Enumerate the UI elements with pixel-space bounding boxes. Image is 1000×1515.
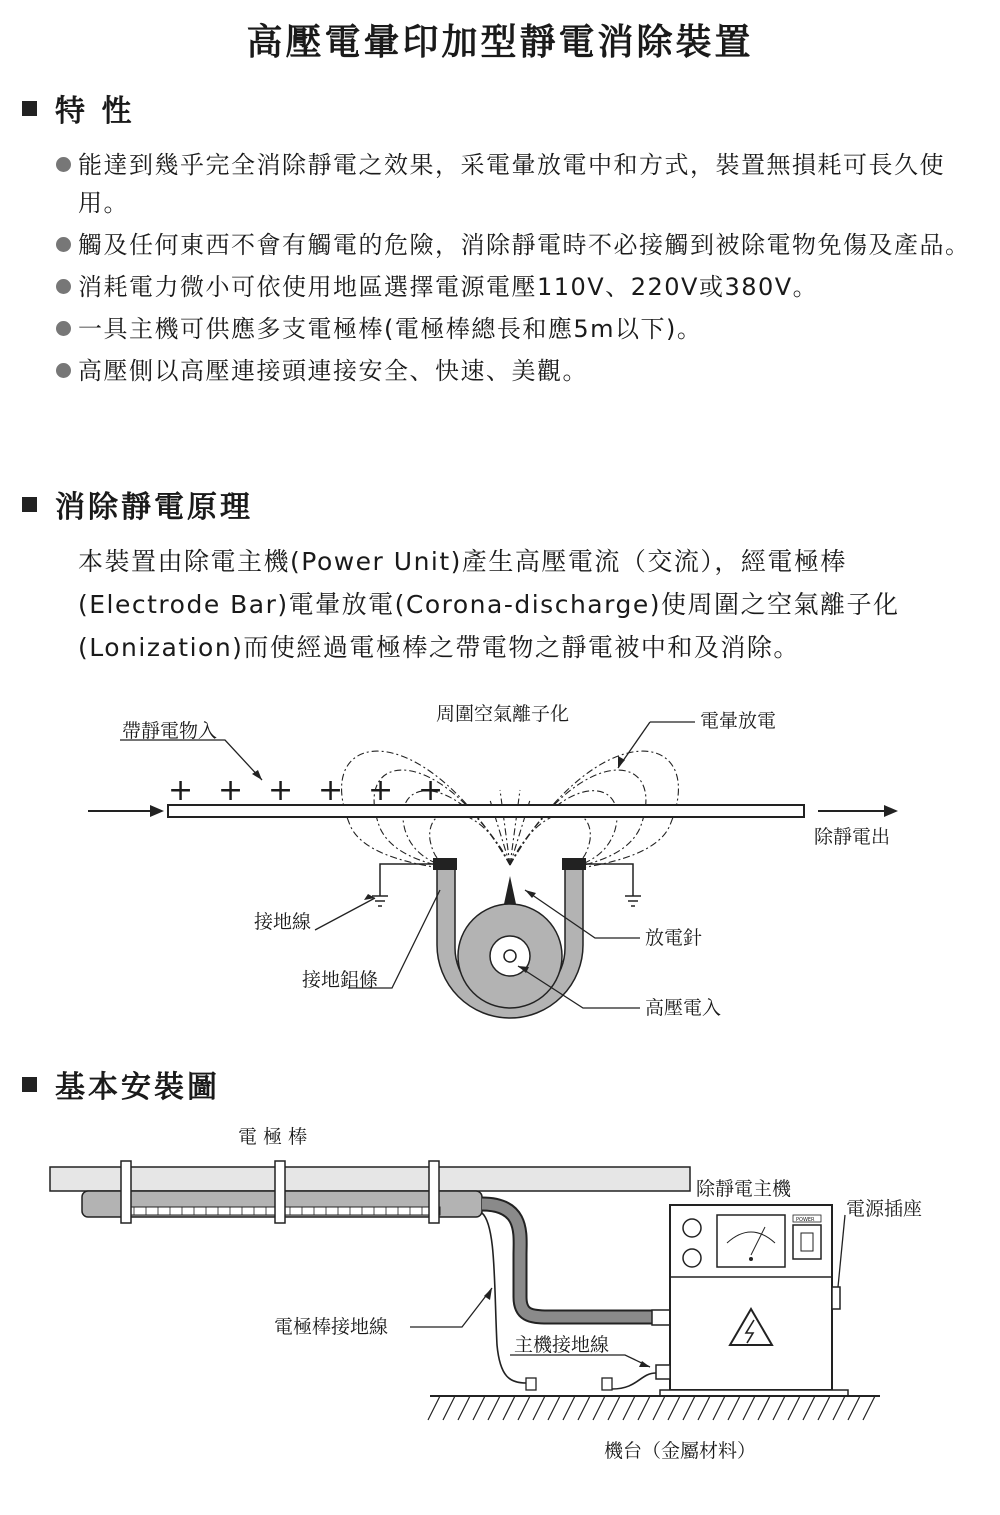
label-power-socket: 電源插座: [846, 1198, 923, 1220]
principle-heading: 消除靜電原理: [22, 482, 253, 526]
arrow-in-icon: [150, 805, 164, 817]
bullet-dot-icon: [56, 310, 78, 348]
unit-knob: [683, 1219, 701, 1237]
principle-paragraph: 本裝置由除電主機(Power Unit)產生高壓電流（交流），經電極棒(Electrode Bar)電暈放電(Corona-discharge)使周圍之空氣離子化(Lonization)而使經過電極棒之帶電物之靜電被中和及消除。: [78, 547, 900, 662]
plus-charge: +: [368, 773, 394, 808]
bracket-clamp: [429, 1161, 439, 1223]
plus-charge: +: [418, 773, 444, 808]
ground-symbol-icon: [372, 864, 433, 906]
plus-charge: +: [268, 773, 294, 808]
label-ground-aluminum: 接地鋁條: [302, 969, 379, 991]
bullet-dot-icon: [56, 146, 78, 222]
table-hatching: [428, 1396, 875, 1420]
feature-item: 高壓側以高壓連接頭連接安全、快速、美觀。: [56, 352, 986, 390]
features-list: [56, 146, 986, 394]
bullet-dot-icon: [56, 226, 78, 264]
plus-charge: +: [218, 773, 244, 808]
high-voltage-cable: [482, 1204, 652, 1317]
page-title: 高壓電暈印加型靜電消除裝置: [246, 22, 754, 63]
label-ionization: 周圍空氣離子化: [436, 703, 570, 725]
feature-item: 能達到幾乎完全消除靜電之效果，采電暈放電中和方式，裝置無損耗可長久使用。: [56, 146, 986, 222]
plus-charge: +: [168, 773, 194, 808]
feature-item: 觸及任何東西不會有觸電的危險，消除靜電時不必接觸到被除電物免傷及產品。: [56, 226, 986, 264]
bracket-clamp: [121, 1161, 131, 1223]
heading-square-icon: [22, 497, 37, 512]
label-corona: 電暈放電: [700, 710, 777, 732]
discharge-needle-icon: [504, 876, 516, 904]
feature-item: 消耗電力微小可依使用地區選擇電源電壓110V、220V或380V。: [56, 268, 986, 306]
label-machine-table: 機台（金屬材料）: [604, 1440, 757, 1462]
charged-object-bar: [168, 805, 804, 817]
unit-knob: [683, 1249, 701, 1267]
plus-charge: +: [318, 773, 344, 808]
label-hv-in: 高壓電入: [645, 997, 722, 1019]
power-label: POWER: [796, 1217, 815, 1223]
label-unit-ground-wire: 主機接地線: [514, 1334, 610, 1356]
label-ground-wire: 接地線: [254, 911, 312, 933]
bullet-dot-icon: [56, 352, 78, 390]
ground-symbol-icon: [586, 864, 641, 906]
power-socket[interactable]: [832, 1287, 840, 1309]
installation-diagram: [0, 1115, 1000, 1510]
label-out: 除靜電出: [814, 826, 891, 848]
principle-diagram: [0, 690, 1000, 1040]
unit-ground-wire: [612, 1373, 656, 1389]
heading-square-icon: [22, 1077, 37, 1092]
label-main-unit: 除靜電主機: [696, 1178, 792, 1200]
features-heading: 特 性: [22, 86, 134, 130]
heading-square-icon: [22, 101, 37, 116]
bullet-dot-icon: [56, 268, 78, 306]
install-heading: 基本安裝圖: [22, 1062, 220, 1106]
label-electrode-bar: 電 極 棒: [238, 1126, 308, 1148]
feature-item: 一具主機可供應多支電極棒(電極棒總長和應5m以下)。: [56, 310, 986, 348]
label-charged-in: 帶靜電物入: [122, 720, 218, 742]
mounting-pipe: [50, 1167, 690, 1191]
bracket-clamp: [275, 1161, 285, 1223]
label-needle: 放電針: [645, 927, 703, 949]
arrow-out-icon: [884, 805, 898, 817]
label-bar-ground-wire: 電極棒接地線: [274, 1316, 389, 1338]
